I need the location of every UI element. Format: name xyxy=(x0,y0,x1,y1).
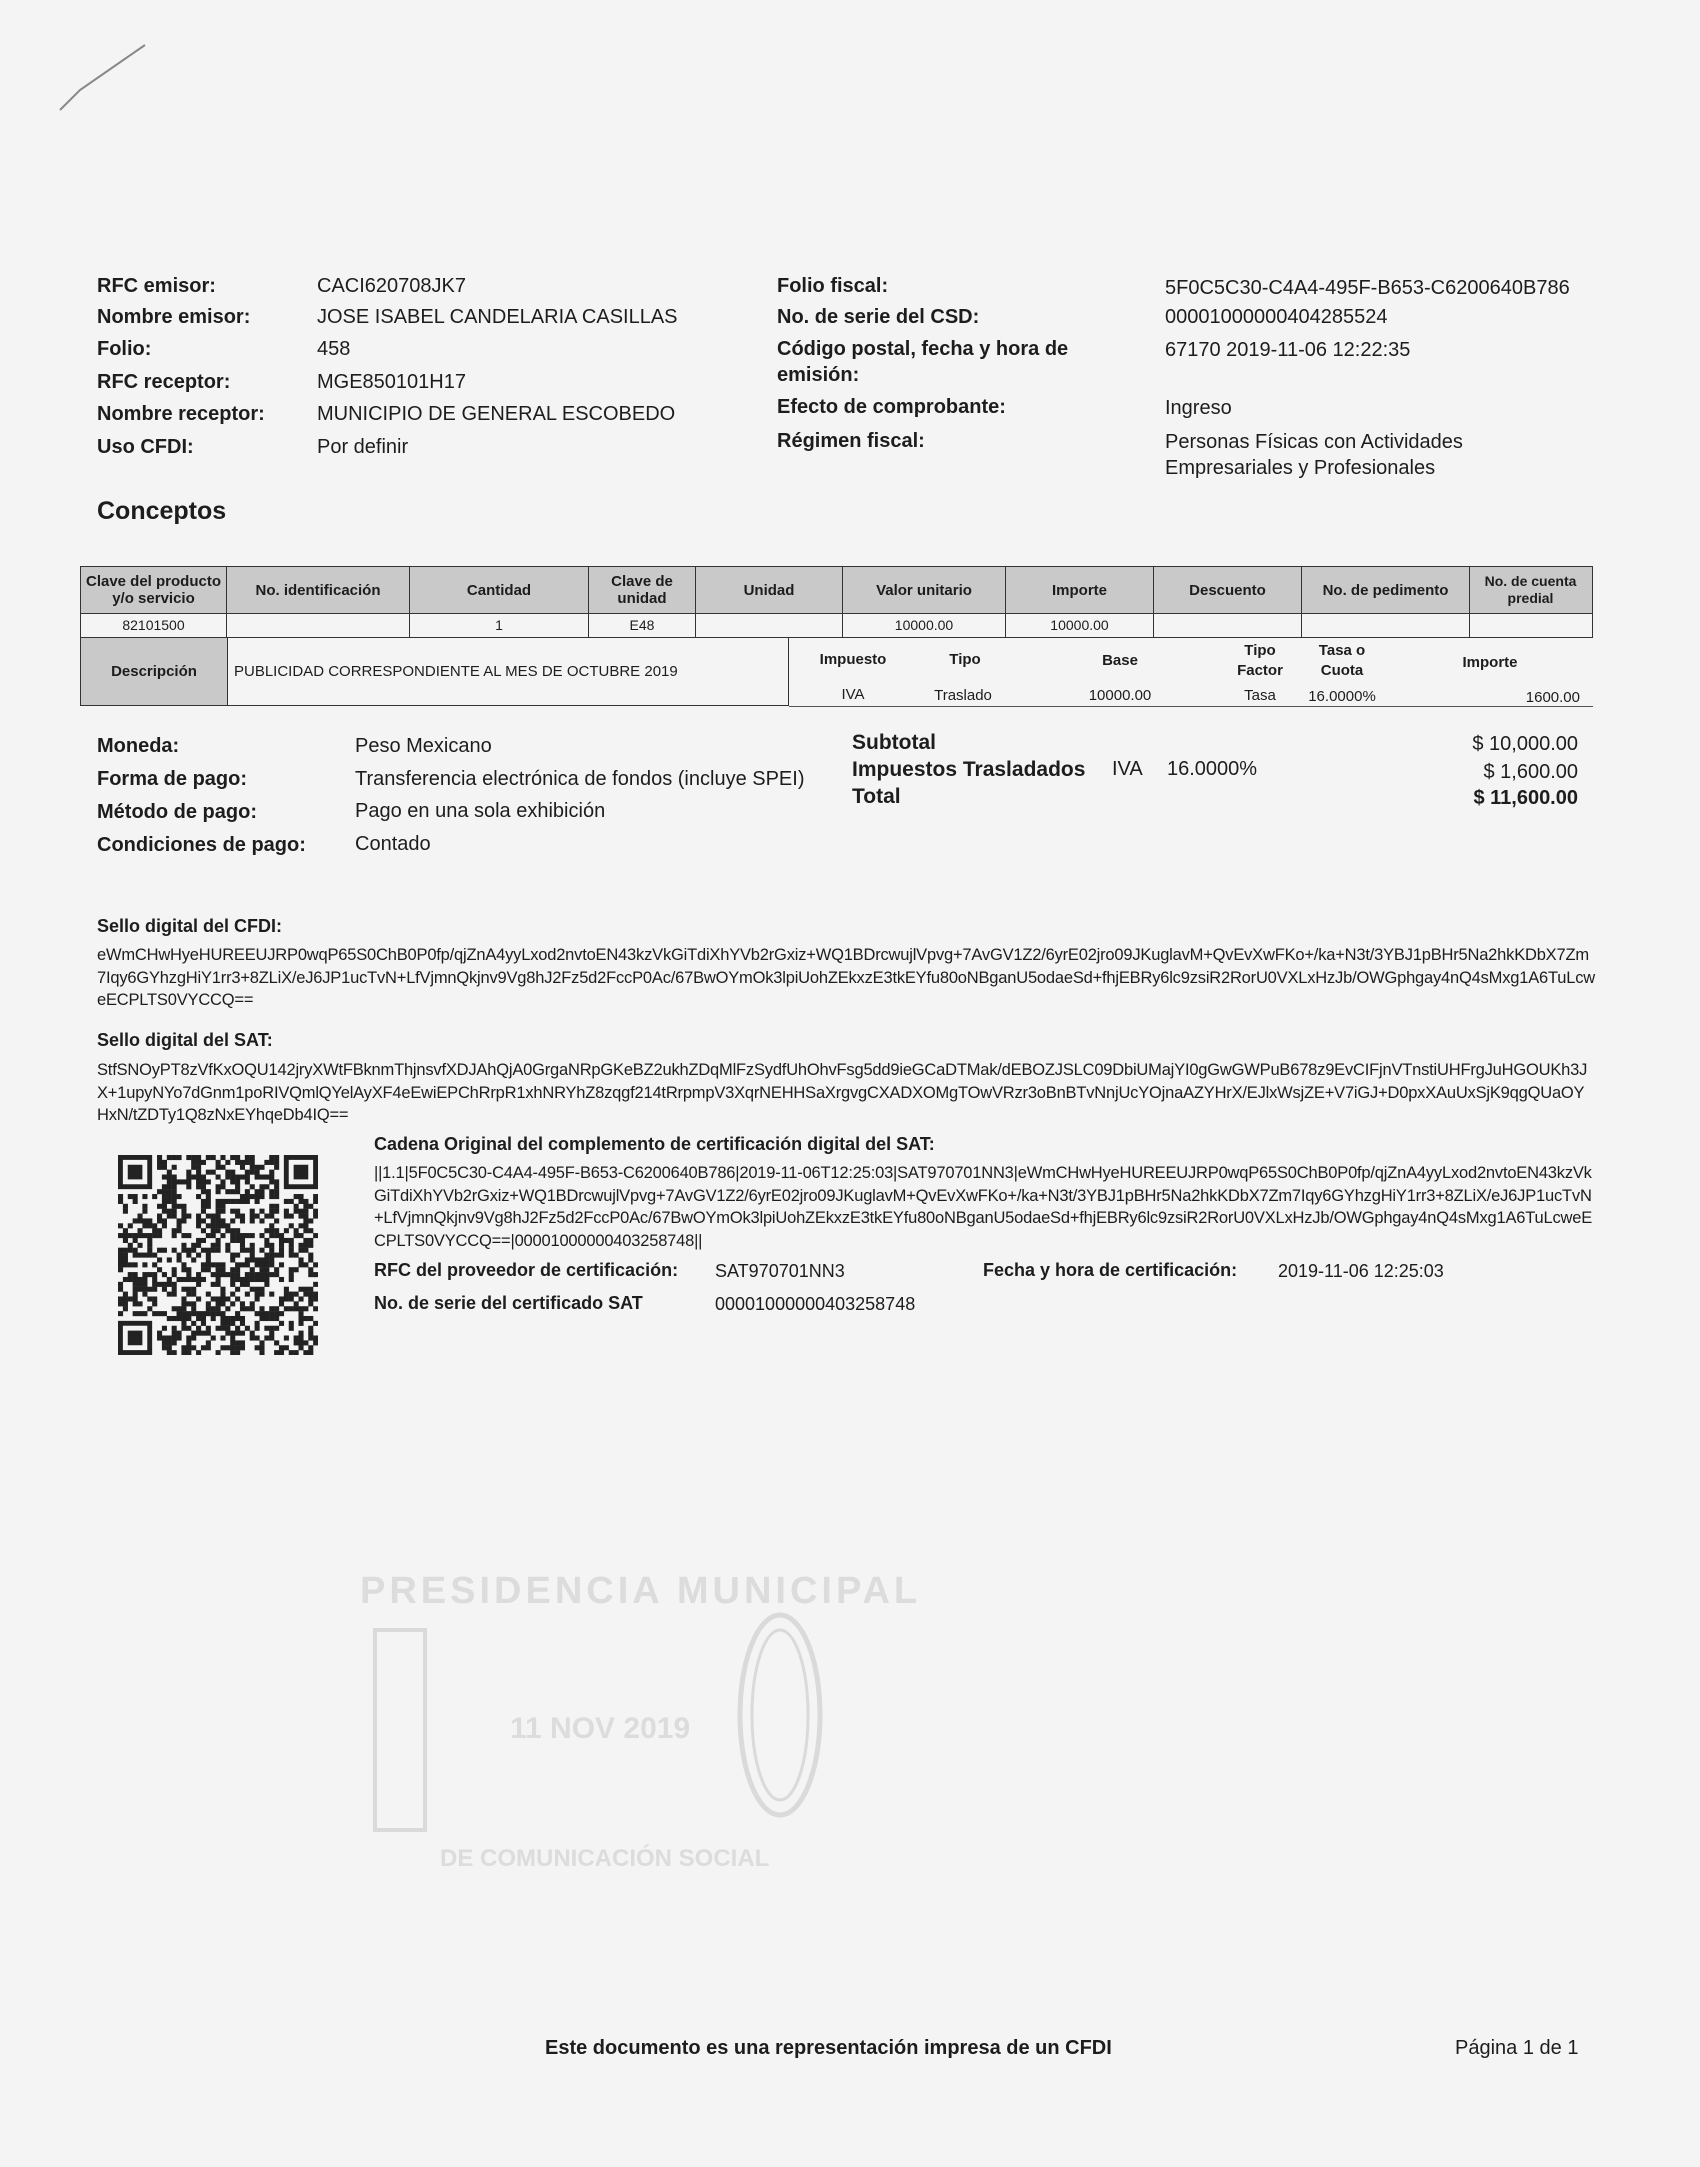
cp-label-line1: Código postal, fecha y hora de xyxy=(777,338,1069,360)
imp-cell-tipo-factor: Tasa xyxy=(1244,687,1276,704)
regimen-value-line2: Empresariales y Profesionales xyxy=(1165,457,1436,479)
descripcion-label: Descripción xyxy=(81,638,228,705)
subtotal-label: Subtotal xyxy=(852,731,936,754)
conceptos-table-header xyxy=(80,566,1593,614)
cell-clave-unidad: E48 xyxy=(589,614,696,637)
cell-valor-unitario: 10000.00 xyxy=(843,614,1006,637)
serie-sat-value: 00001000000403258748 xyxy=(715,1294,916,1314)
fecha-certificacion-label: Fecha y hora de certificación: xyxy=(983,1260,1238,1280)
cell-no-identificacion xyxy=(227,614,410,637)
rfc-receptor-label: RFC receptor: xyxy=(97,371,231,393)
total-label: Total xyxy=(852,785,901,808)
imp-col-tipo-factor-2: Factor xyxy=(1237,662,1283,679)
col-unidad: Unidad xyxy=(696,567,843,613)
imp-col-base: Base xyxy=(1102,652,1138,669)
col-clave-producto: Clave del producto y/o servicio xyxy=(81,567,227,613)
nombre-emisor-value: JOSE ISABEL CANDELARIA CASILLAS xyxy=(317,306,678,328)
conceptos-title: Conceptos xyxy=(97,497,227,525)
cadena-value: ||1.1|5F0C5C30-C4A4-495F-B653-C6200640B786|2019-11-06T12:25:03|SAT970701NN3|eWmCHwHyeHUREEUJRP0wqP65S0ChB0P0fp/qjZnA4yyLxod2nvtoEN43kzVkGiTdiXhYVb2rGxiz+WQ1BDrcwujlVpvg+7AvGV1Z2/6yrE02jro09JKuglavM+QvEvXwFKo+/ka+N3t/3YBJ1pBHr5Na2hkKDbX7Zm7Iqy6GYhzgHiY1rr3+8ZLiX/eJ6JP1ucTvN+LfVjmnQkjnv9Vg8hJ2Fz5d2FccP0Ac/67BwOYmOk3lpiUohZEkxzE3tkEYfu80oNBganU5odaeSd+fhjEBRy6lc9zsiR2RorU0VXLxHzJb/OWGphgay4nQ4sMxg1A6TuLcweECPLTS0VYCCQ==|00001000000403258748|| xyxy=(374,1164,1593,1250)
impuestos-tipo: IVA xyxy=(1112,758,1143,780)
impuestos-trasladados-label: Impuestos Trasladados xyxy=(852,758,1086,781)
forma-pago-value: Transferencia electrónica de fondos (incluye SPEI) xyxy=(355,768,805,790)
cp-label-line2: emisión: xyxy=(777,364,860,386)
uso-cfdi-value: Por definir xyxy=(317,436,409,458)
moneda-label: Moneda: xyxy=(97,735,180,757)
rfc-proveedor-value: SAT970701NN3 xyxy=(715,1261,845,1281)
metodo-pago-label: Método de pago: xyxy=(97,801,257,823)
imp-col-tipo: Tipo xyxy=(949,651,981,668)
efecto-value: Ingreso xyxy=(1165,397,1232,419)
qr-code xyxy=(118,1155,318,1355)
col-clave-unidad: Clave de unidad xyxy=(589,567,696,613)
imp-col-tasa-2: Cuota xyxy=(1320,662,1364,679)
col-no-pedimento: No. de pedimento xyxy=(1302,567,1470,613)
imp-cell-base: 10000.00 xyxy=(1088,687,1152,704)
rfc-proveedor-label: RFC del proveedor de certificación: xyxy=(374,1260,679,1280)
descripcion-row xyxy=(80,638,789,706)
impuestos-value: $ 1,600.00 xyxy=(1483,761,1578,783)
rfc-emisor-value: CACI620708JK7 xyxy=(317,275,466,297)
serie-csd-value: 00001000000404285524 xyxy=(1165,306,1388,328)
rfc-emisor-label: RFC emisor: xyxy=(97,275,216,297)
metodo-pago-value: Pago en una sola exhibición xyxy=(355,800,606,822)
folio-value: 458 xyxy=(317,338,351,360)
condiciones-pago-value: Contado xyxy=(355,833,431,855)
col-cantidad: Cantidad xyxy=(410,567,589,613)
cp-fecha-value: 67170 2019-11-06 12:22:35 xyxy=(1165,339,1411,361)
imp-cell-tipo: Traslado xyxy=(934,687,992,704)
regimen-label: Régimen fiscal: xyxy=(777,430,925,452)
imp-cell-tasa: 16.0000% xyxy=(1308,688,1376,705)
page-number: Página 1 de 1 xyxy=(1455,2037,1579,2059)
cell-unidad xyxy=(696,614,843,637)
col-descuento: Descuento xyxy=(1154,567,1302,613)
stamp-date: 11 NOV 2019 xyxy=(510,1712,691,1745)
forma-pago-label: Forma de pago: xyxy=(97,768,248,790)
nombre-receptor-value: MUNICIPIO DE GENERAL ESCOBEDO xyxy=(317,403,676,425)
regimen-value-line1: Personas Físicas con Actividades xyxy=(1165,431,1463,453)
nombre-receptor-label: Nombre receptor: xyxy=(97,403,265,425)
cell-clave-producto: 82101500 xyxy=(81,614,227,637)
sello-sat-value: StfSNOyPT8zVfKxOQU142jryXWtFBknmThjnsvfXDJAhQjA0GrgaNRpGKeBZ2ukhZDqMlFzSydfUhOhvFsg5dd9ieGCaDTMak/dEBOZJSLC09DbiUMajYI0gGwGWPuB678z9EvCIFjnVTnstiUHFrgJuHGOUKh3JX+1upyNYo7dGnm1poRIVQmlQYelAyXF4eEwiEPChRrpR1xhNRYhZ8zqgf214tRrpmpV3XqrNEHHSaXrgvgCXADXOMgTOwVRzr3oBnBTvNnjUcYOjnaAZYHrX/EJlxWsjZE+V7iGJ+D0pxXAuUxSjK9qgQUaOYHxN/tZDTy1Q8zNxEYhqeDb4IQ== xyxy=(97,1061,1588,1124)
imp-col-impuesto: Impuesto xyxy=(819,651,887,668)
cadena-label: Cadena Original del complemento de certificación digital del SAT: xyxy=(374,1134,935,1154)
impuestos-divider xyxy=(789,706,1593,707)
stamp-outline xyxy=(370,1610,850,1840)
rfc-receptor-value: MGE850101H17 xyxy=(317,371,466,393)
serie-csd-label: No. de serie del CSD: xyxy=(777,306,980,328)
efecto-label: Efecto de comprobante: xyxy=(777,396,1006,418)
stamp-line3: DE COMUNICACIÓN SOCIAL xyxy=(440,1845,770,1872)
col-no-cuenta-predial: No. de cuenta predial xyxy=(1484,573,1577,606)
imp-col-tasa-1: Tasa o xyxy=(1318,642,1366,659)
imp-col-importe: Importe xyxy=(1462,654,1518,671)
descripcion-value: PUBLICIDAD CORRESPONDIENTE AL MES DE OCTUBRE 2019 xyxy=(234,663,678,680)
total-value: $ 11,600.00 xyxy=(1473,787,1578,809)
imp-cell-importe: 1600.00 xyxy=(1525,689,1580,706)
col-no-identificacion: No. identificación xyxy=(227,567,410,613)
imp-cell-impuesto: IVA xyxy=(841,686,865,703)
col-importe: Importe xyxy=(1006,567,1154,613)
nombre-emisor-label: Nombre emisor: xyxy=(97,306,251,328)
stamp-line1: PRESIDENCIA MUNICIPAL xyxy=(360,1570,922,1612)
cell-cantidad: 1 xyxy=(410,614,589,637)
cell-descuento xyxy=(1154,614,1302,637)
folio-fiscal-value: 5F0C5C30-C4A4-495F-B653-C6200640B786 xyxy=(1165,277,1570,299)
folio-label: Folio: xyxy=(97,338,152,360)
subtotal-value: $ 10,000.00 xyxy=(1472,733,1578,755)
condiciones-pago-label: Condiciones de pago: xyxy=(97,834,306,856)
table-row xyxy=(80,614,1593,638)
sello-cfdi-value: eWmCHwHyeHUREEUJRP0wqP65S0ChB0P0fp/qjZnA4yyLxod2nvtoEN43kzVkGiTdiXhYVb2rGxiz+WQ1BDrcwujlVpvg+7AvGV1Z2/6yrE02jro09JKuglavM+QvEvXwFKo+/ka+N3t/3YBJ1pBHr5Na2hkKDbX7Zm7Iqy6GYhzgHiY1rr3+8ZLiX/eJ6JP1ucTvN+LfVjmnQkjnv9Vg8hJ2Fz5d2FccP0Ac/67BwOYmOk3lpiUohZEkxzE3tkEYfu80oNBganU5odaeSd+fhjEBRy6lc9zsiR2RorU0VXLxHzJb/OWGphgay4nQ4sMxg1A6TuLcweECPLTS0VYCCQ== xyxy=(97,946,1595,1009)
fecha-certificacion-value: 2019-11-06 12:25:03 xyxy=(1278,1261,1444,1281)
col-valor-unitario: Valor unitario xyxy=(843,567,1006,613)
uso-cfdi-label: Uso CFDI: xyxy=(97,436,194,458)
folio-fiscal-label: Folio fiscal: xyxy=(777,275,889,297)
sello-cfdi-label: Sello digital del CFDI: xyxy=(97,916,283,936)
serie-sat-label: No. de serie del certificado SAT xyxy=(374,1293,643,1313)
impuestos-tasa: 16.0000% xyxy=(1167,758,1258,780)
pen-mark xyxy=(55,40,155,115)
sello-sat-label: Sello digital del SAT: xyxy=(97,1030,273,1050)
cell-no-cuenta-predial xyxy=(1470,614,1591,637)
moneda-value: Peso Mexicano xyxy=(355,735,492,757)
imp-col-tipo-factor-1: Tipo xyxy=(1244,642,1276,659)
cell-importe: 10000.00 xyxy=(1006,614,1154,637)
footer-text: Este documento es una representación impresa de un CFDI xyxy=(545,2037,1112,2059)
cell-no-pedimento xyxy=(1302,614,1470,637)
